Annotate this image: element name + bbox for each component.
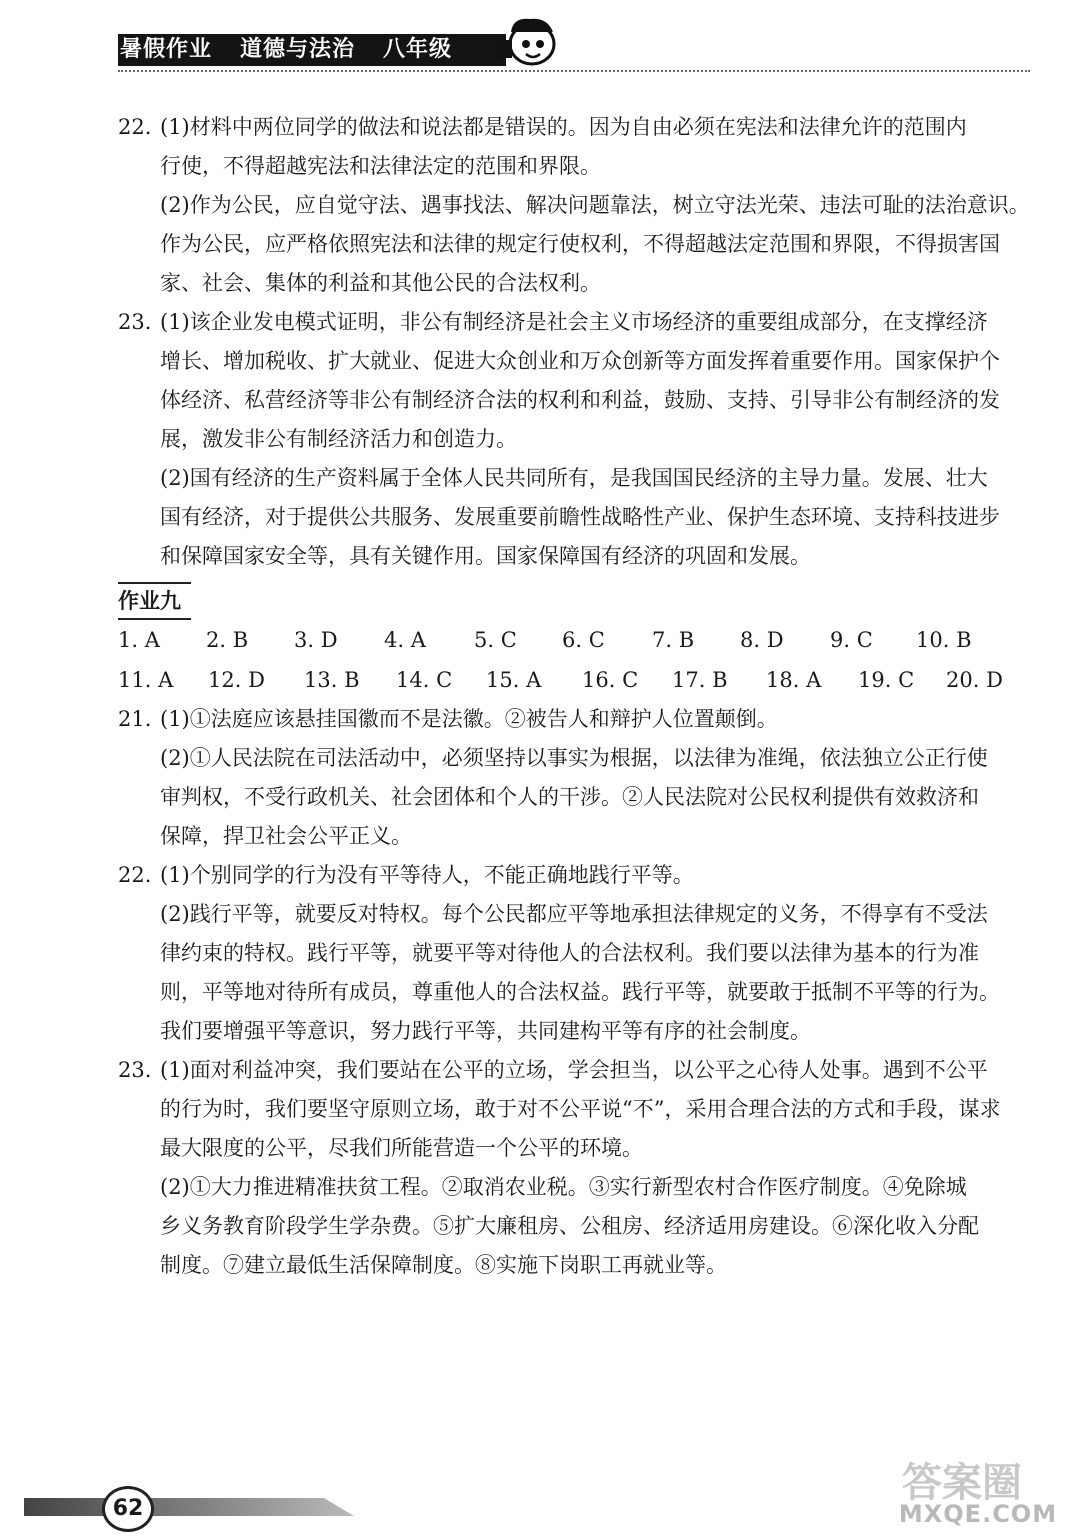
answer-line: 审判权，不受行政机关、社会团体和个人的干涉。②人民法院对公民权利提供有效救济和 bbox=[160, 785, 979, 809]
question-number: 22. bbox=[118, 115, 152, 139]
answer-key-item: 14. C bbox=[396, 668, 453, 692]
question-number: 23. bbox=[118, 310, 152, 334]
question-23 bbox=[118, 1051, 1030, 1285]
answer-key-item: 12. D bbox=[208, 668, 265, 692]
footer-band bbox=[24, 1496, 354, 1518]
question-number: 21. bbox=[118, 707, 152, 731]
answer-key-item: 19. C bbox=[858, 668, 915, 692]
answer-line: (1)①法庭应该悬挂国徽而不是法徽。②被告人和辩护人位置颠倒。 bbox=[160, 707, 778, 731]
answer-key-item: 6. C bbox=[562, 628, 605, 652]
question-22 bbox=[118, 856, 1030, 1051]
answer-line: 行使，不得超越宪法和法律法定的范围和界限。 bbox=[160, 154, 601, 178]
answer-line: 家、社会、集体的利益和其他公民的合法权利。 bbox=[160, 271, 601, 295]
question-21 bbox=[118, 700, 1030, 856]
answer-line: 体经济、私营经济等非公有制经济合法的权利和利益，鼓励、支持、引导非公有制经济的发 bbox=[160, 388, 1000, 412]
answer-key-item: 8. D bbox=[740, 628, 784, 652]
question-number: 23. bbox=[118, 1058, 152, 1082]
answer-key-item: 13. B bbox=[304, 668, 360, 692]
answer-line: 乡义务教育阶段学生学杂费。⑤扩大廉租房、公租房、经济适用房建设。⑥深化收入分配 bbox=[160, 1214, 979, 1238]
question-23-previous bbox=[118, 303, 1030, 576]
answer-line: (1)该企业发电模式证明，非公有制经济是社会主义市场经济的重要组成部分，在支撑经济 bbox=[160, 310, 988, 334]
answer-line: (1)材料中两位同学的做法和说法都是错误的。因为自由必须在宪法和法律允许的范围内 bbox=[160, 115, 967, 139]
section-title: 作业九 bbox=[118, 582, 191, 620]
answer-line: 展，激发非公有制经济活力和创造力。 bbox=[160, 427, 517, 451]
answer-key-item: 15. A bbox=[486, 668, 542, 692]
answer-line: (2)国有经济的生产资料属于全体人民共同所有，是我国国民经济的主导力量。发展、壮大 bbox=[160, 466, 988, 490]
header-series-title: 暑假作业 bbox=[120, 37, 213, 62]
answer-key-item: 2. B bbox=[206, 628, 249, 652]
answer-key-item: 9. C bbox=[830, 628, 873, 652]
answer-line: 制度。⑦建立最低生活保障制度。⑧实施下岗职工再就业等。 bbox=[160, 1253, 727, 1277]
answer-key-item: 3. D bbox=[294, 628, 338, 652]
page-number: 62 bbox=[102, 1486, 154, 1532]
answer-line: 保障，捍卫社会公平正义。 bbox=[160, 824, 412, 848]
question-number: 22. bbox=[118, 863, 152, 887]
answer-key-item: 7. B bbox=[652, 628, 695, 652]
header-subject-title: 道德与法治 bbox=[240, 37, 356, 62]
answer-key-item: 5. C bbox=[474, 628, 517, 652]
answer-line: 我们要增强平等意识，努力践行平等，共同建构平等有序的社会制度。 bbox=[160, 1019, 811, 1043]
answer-line: 律约束的特权。践行平等，就要平等对待他人的合法权利。我们要以法律为基本的行为准 bbox=[160, 941, 979, 965]
answer-key-item: 17. B bbox=[672, 668, 728, 692]
answer-line: (2)作为公民，应自觉守法、遇事找法、解决问题靠法，树立守法光荣、违法可耻的法治意识。 bbox=[160, 193, 1030, 217]
answer-line: (1)面对利益冲突，我们要站在公平的立场，学会担当，以公平之心待人处事。遇到不公平 bbox=[160, 1058, 988, 1082]
answer-key-item: 20. D bbox=[946, 668, 1003, 692]
answer-line: (2)践行平等，就要反对特权。每个公民都应平等地承担法律规定的义务，不得享有不受法 bbox=[160, 902, 988, 926]
answer-key-item: 18. A bbox=[766, 668, 822, 692]
watermark-logo-text: 答案圈 bbox=[902, 1460, 1022, 1504]
answer-content bbox=[118, 108, 1030, 1285]
answer-key-item: 16. C bbox=[582, 668, 639, 692]
answer-key-row-2 bbox=[118, 660, 1030, 700]
answer-line: 的行为时，我们要坚守原则立场，敢于对不公平说“不”，采用合理合法的方式和手段，谋求 bbox=[160, 1097, 1001, 1121]
answer-line: 则，平等地对待所有成员，尊重他人的合法权益。践行平等，就要敢于抵制不平等的行为。 bbox=[160, 980, 1000, 1004]
answer-key-item: 4. A bbox=[384, 628, 426, 652]
answer-key-item: 1. A bbox=[118, 628, 160, 652]
answer-line: 增长、增加税收、扩大就业、促进大众创业和万众创新等方面发挥着重要作用。国家保护个 bbox=[160, 349, 1000, 373]
answer-line: (1)个别同学的行为没有平等待人，不能正确地践行平等。 bbox=[160, 863, 694, 887]
answer-line: 和保障国家安全等，具有关键作用。国家保障国有经济的巩固和发展。 bbox=[160, 544, 811, 568]
header-grade-title: 八年级 bbox=[383, 37, 453, 62]
question-22-previous bbox=[118, 108, 1030, 303]
watermark-logo-icon bbox=[898, 1456, 1048, 1504]
answer-line: 作为公民，应严格依照宪法和法律的规定行使权利，不得超越法定范围和界限，不得损害国 bbox=[160, 232, 1000, 256]
answer-line: (2)①人民法院在司法活动中，必须坚持以事实为根据，以法律为准绳，依法独立公正行使 bbox=[160, 746, 988, 770]
answer-key-row-1 bbox=[118, 620, 1030, 660]
mascot-icon bbox=[494, 14, 560, 70]
answer-key-item: 11. A bbox=[118, 668, 174, 692]
header-divider bbox=[118, 70, 1030, 72]
answer-line: 国有经济，对于提供公共服务、发展重要前瞻性战略性产业、保护生态环境、支持科技进步 bbox=[160, 505, 1000, 529]
answer-line: 最大限度的公平，尽我们所能营造一个公平的环境。 bbox=[160, 1136, 643, 1160]
answer-line: (2)①大力推进精准扶贫工程。②取消农业税。③实行新型农村合作医疗制度。④免除城 bbox=[160, 1175, 967, 1199]
watermark-url: MXQE.COM bbox=[898, 1500, 1058, 1528]
answer-key-item: 10. B bbox=[916, 628, 972, 652]
running-header bbox=[118, 34, 506, 66]
